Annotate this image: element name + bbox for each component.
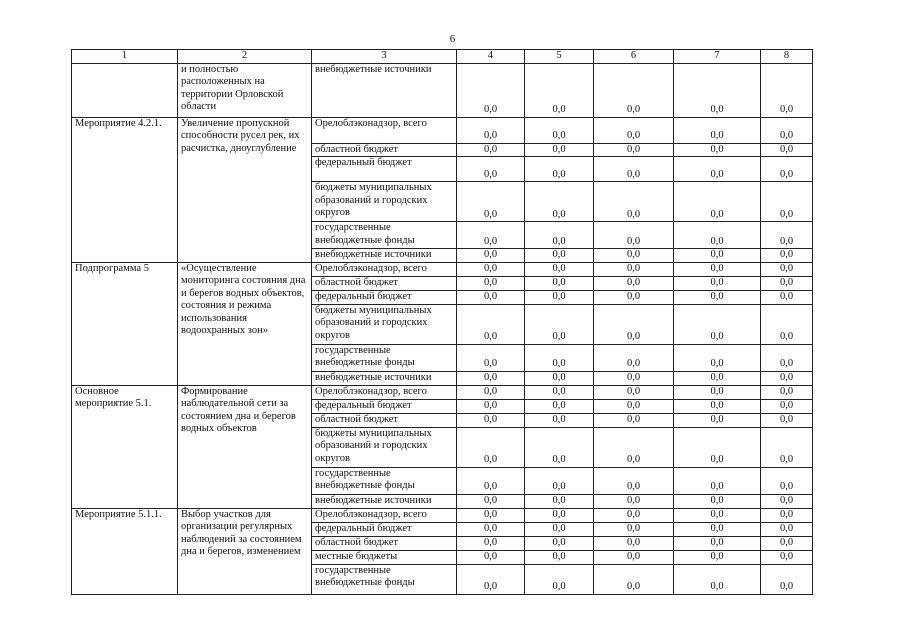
- funding-source-cell: государственные внебюджетные фонды: [312, 564, 457, 594]
- value-cell: 0,0: [457, 304, 525, 344]
- funding-source-cell: государственные внебюджетные фонды: [312, 344, 457, 371]
- funding-source-cell: внебюджетные источники: [312, 63, 457, 117]
- value-cell: 0,0: [594, 399, 674, 413]
- value-cell: 0,0: [594, 385, 674, 399]
- funding-source-cell: Орелоблэконадзор, всего: [312, 262, 457, 276]
- value-cell: 0,0: [525, 536, 594, 550]
- value-cell: 0,0: [594, 182, 674, 222]
- item-description-cell: Увеличение пропускной способности русел рек, их расчистка, дноуглубление: [178, 117, 312, 262]
- value-cell: 0,0: [761, 536, 813, 550]
- value-cell: 0,0: [594, 143, 674, 157]
- value-cell: 0,0: [457, 249, 525, 263]
- value-cell: 0,0: [457, 371, 525, 385]
- value-cell: 0,0: [674, 63, 761, 117]
- value-cell: 0,0: [761, 344, 813, 371]
- value-cell: 0,0: [674, 550, 761, 564]
- funding-source-cell: федеральный бюджет: [312, 399, 457, 413]
- value-cell: 0,0: [525, 276, 594, 290]
- value-cell: 0,0: [457, 290, 525, 304]
- value-cell: 0,0: [594, 427, 674, 467]
- column-header: 2: [178, 50, 312, 64]
- value-cell: 0,0: [674, 413, 761, 427]
- value-cell: 0,0: [594, 249, 674, 263]
- value-cell: 0,0: [594, 508, 674, 522]
- funding-source-cell: бюджеты муниципальных образований и городских округов: [312, 304, 457, 344]
- value-cell: 0,0: [761, 262, 813, 276]
- column-header: 8: [761, 50, 813, 64]
- value-cell: 0,0: [457, 467, 525, 494]
- value-cell: 0,0: [457, 427, 525, 467]
- value-cell: 0,0: [594, 262, 674, 276]
- item-description-cell: «Осуществление мониторинга состояния дна и берегов водных объектов, состояния и режима использования водоохранных зон»: [178, 262, 312, 385]
- value-cell: 0,0: [761, 385, 813, 399]
- value-cell: 0,0: [594, 63, 674, 117]
- value-cell: 0,0: [525, 399, 594, 413]
- value-cell: 0,0: [594, 222, 674, 249]
- funding-source-cell: государственные внебюджетные фонды: [312, 222, 457, 249]
- funding-source-cell: Орелоблэконадзор, всего: [312, 117, 457, 143]
- value-cell: 0,0: [457, 344, 525, 371]
- value-cell: 0,0: [674, 467, 761, 494]
- value-cell: 0,0: [761, 413, 813, 427]
- value-cell: 0,0: [674, 522, 761, 536]
- value-cell: 0,0: [525, 143, 594, 157]
- value-cell: 0,0: [594, 117, 674, 143]
- funding-source-cell: областной бюджет: [312, 536, 457, 550]
- value-cell: 0,0: [457, 522, 525, 536]
- value-cell: 0,0: [457, 117, 525, 143]
- value-cell: 0,0: [525, 564, 594, 594]
- program-item-cell: Основное мероприятие 5.1.: [72, 385, 178, 508]
- value-cell: 0,0: [674, 262, 761, 276]
- value-cell: 0,0: [761, 427, 813, 467]
- funding-source-cell: внебюджетные источники: [312, 494, 457, 508]
- value-cell: 0,0: [761, 157, 813, 182]
- funding-source-cell: областной бюджет: [312, 413, 457, 427]
- value-cell: 0,0: [674, 536, 761, 550]
- value-cell: 0,0: [594, 157, 674, 182]
- value-cell: 0,0: [525, 413, 594, 427]
- value-cell: 0,0: [674, 304, 761, 344]
- column-header: 4: [457, 50, 525, 64]
- value-cell: 0,0: [525, 249, 594, 263]
- value-cell: 0,0: [457, 63, 525, 117]
- program-item-cell: Подпрограмма 5: [72, 262, 178, 385]
- value-cell: 0,0: [674, 385, 761, 399]
- value-cell: 0,0: [525, 157, 594, 182]
- program-item-cell: Мероприятие 5.1.1.: [72, 508, 178, 594]
- table-row: [72, 262, 813, 276]
- value-cell: 0,0: [457, 222, 525, 249]
- value-cell: 0,0: [594, 276, 674, 290]
- value-cell: 0,0: [674, 399, 761, 413]
- table-row: [72, 385, 813, 399]
- value-cell: 0,0: [674, 564, 761, 594]
- funding-source-cell: бюджеты муниципальных образований и городских округов: [312, 182, 457, 222]
- value-cell: 0,0: [457, 262, 525, 276]
- funding-source-cell: федеральный бюджет: [312, 290, 457, 304]
- value-cell: 0,0: [674, 290, 761, 304]
- value-cell: 0,0: [594, 344, 674, 371]
- value-cell: 0,0: [594, 536, 674, 550]
- value-cell: 0,0: [457, 385, 525, 399]
- value-cell: 0,0: [761, 249, 813, 263]
- value-cell: 0,0: [674, 222, 761, 249]
- column-header: 7: [674, 50, 761, 64]
- value-cell: 0,0: [674, 249, 761, 263]
- value-cell: 0,0: [457, 494, 525, 508]
- item-description-cell: Выбор участков для организации регулярных наблюдений за состоянием дна и берегов, изменением: [178, 508, 312, 594]
- column-header: 6: [594, 50, 674, 64]
- value-cell: 0,0: [761, 508, 813, 522]
- value-cell: 0,0: [674, 494, 761, 508]
- column-header: 5: [525, 50, 594, 64]
- value-cell: 0,0: [761, 117, 813, 143]
- value-cell: 0,0: [761, 522, 813, 536]
- value-cell: 0,0: [525, 385, 594, 399]
- value-cell: 0,0: [457, 143, 525, 157]
- value-cell: 0,0: [761, 564, 813, 594]
- value-cell: 0,0: [761, 550, 813, 564]
- value-cell: 0,0: [525, 467, 594, 494]
- funding-source-cell: областной бюджет: [312, 276, 457, 290]
- value-cell: 0,0: [674, 117, 761, 143]
- value-cell: 0,0: [525, 262, 594, 276]
- value-cell: 0,0: [594, 522, 674, 536]
- table-row: [72, 117, 813, 143]
- value-cell: 0,0: [525, 304, 594, 344]
- value-cell: 0,0: [525, 494, 594, 508]
- value-cell: 0,0: [525, 427, 594, 467]
- table-body: [72, 63, 813, 594]
- funding-source-cell: внебюджетные источники: [312, 249, 457, 263]
- column-header: 1: [72, 50, 178, 64]
- funding-source-cell: внебюджетные источники: [312, 371, 457, 385]
- value-cell: 0,0: [761, 304, 813, 344]
- value-cell: 0,0: [594, 290, 674, 304]
- value-cell: 0,0: [674, 427, 761, 467]
- program-item-cell: Мероприятие 4.2.1.: [72, 117, 178, 262]
- value-cell: 0,0: [594, 494, 674, 508]
- funding-source-cell: Орелоблэконадзор, всего: [312, 385, 457, 399]
- value-cell: 0,0: [457, 508, 525, 522]
- item-description-cell: и полностью расположенных на территории Орловской области: [178, 63, 312, 117]
- value-cell: 0,0: [761, 143, 813, 157]
- value-cell: 0,0: [674, 276, 761, 290]
- budget-table: [71, 49, 813, 595]
- funding-source-cell: местные бюджеты: [312, 550, 457, 564]
- value-cell: 0,0: [594, 564, 674, 594]
- table-row: [72, 508, 813, 522]
- value-cell: 0,0: [525, 371, 594, 385]
- value-cell: 0,0: [594, 550, 674, 564]
- value-cell: 0,0: [525, 344, 594, 371]
- value-cell: 0,0: [674, 344, 761, 371]
- value-cell: 0,0: [761, 222, 813, 249]
- value-cell: 0,0: [761, 494, 813, 508]
- value-cell: 0,0: [594, 371, 674, 385]
- value-cell: 0,0: [457, 536, 525, 550]
- funding-source-cell: Орелоблэконадзор, всего: [312, 508, 457, 522]
- value-cell: 0,0: [674, 371, 761, 385]
- value-cell: 0,0: [525, 182, 594, 222]
- table-row: [72, 63, 813, 117]
- funding-source-cell: бюджеты муниципальных образований и городских округов: [312, 427, 457, 467]
- value-cell: 0,0: [525, 222, 594, 249]
- program-item-cell: [72, 63, 178, 117]
- value-cell: 0,0: [457, 399, 525, 413]
- value-cell: 0,0: [761, 371, 813, 385]
- value-cell: 0,0: [457, 413, 525, 427]
- value-cell: 0,0: [457, 182, 525, 222]
- value-cell: 0,0: [594, 413, 674, 427]
- funding-source-cell: федеральный бюджет: [312, 157, 457, 182]
- value-cell: 0,0: [525, 63, 594, 117]
- value-cell: 0,0: [457, 564, 525, 594]
- value-cell: 0,0: [674, 182, 761, 222]
- value-cell: 0,0: [525, 508, 594, 522]
- value-cell: 0,0: [457, 157, 525, 182]
- value-cell: 0,0: [761, 467, 813, 494]
- item-description-cell: Формирование наблюдательной сети за состоянием дна и берегов водных объектов: [178, 385, 312, 508]
- value-cell: 0,0: [674, 508, 761, 522]
- funding-source-cell: федеральный бюджет: [312, 522, 457, 536]
- value-cell: 0,0: [594, 304, 674, 344]
- value-cell: 0,0: [674, 157, 761, 182]
- value-cell: 0,0: [761, 290, 813, 304]
- value-cell: 0,0: [761, 182, 813, 222]
- value-cell: 0,0: [457, 550, 525, 564]
- page-number: 6: [449, 33, 456, 45]
- value-cell: 0,0: [761, 276, 813, 290]
- value-cell: 0,0: [761, 399, 813, 413]
- value-cell: 0,0: [761, 63, 813, 117]
- column-header: 3: [312, 50, 457, 64]
- value-cell: 0,0: [457, 276, 525, 290]
- value-cell: 0,0: [525, 290, 594, 304]
- value-cell: 0,0: [594, 467, 674, 494]
- value-cell: 0,0: [525, 550, 594, 564]
- funding-source-cell: областной бюджет: [312, 143, 457, 157]
- value-cell: 0,0: [525, 522, 594, 536]
- funding-source-cell: государственные внебюджетные фонды: [312, 467, 457, 494]
- header-row: [72, 50, 813, 64]
- value-cell: 0,0: [525, 117, 594, 143]
- value-cell: 0,0: [674, 143, 761, 157]
